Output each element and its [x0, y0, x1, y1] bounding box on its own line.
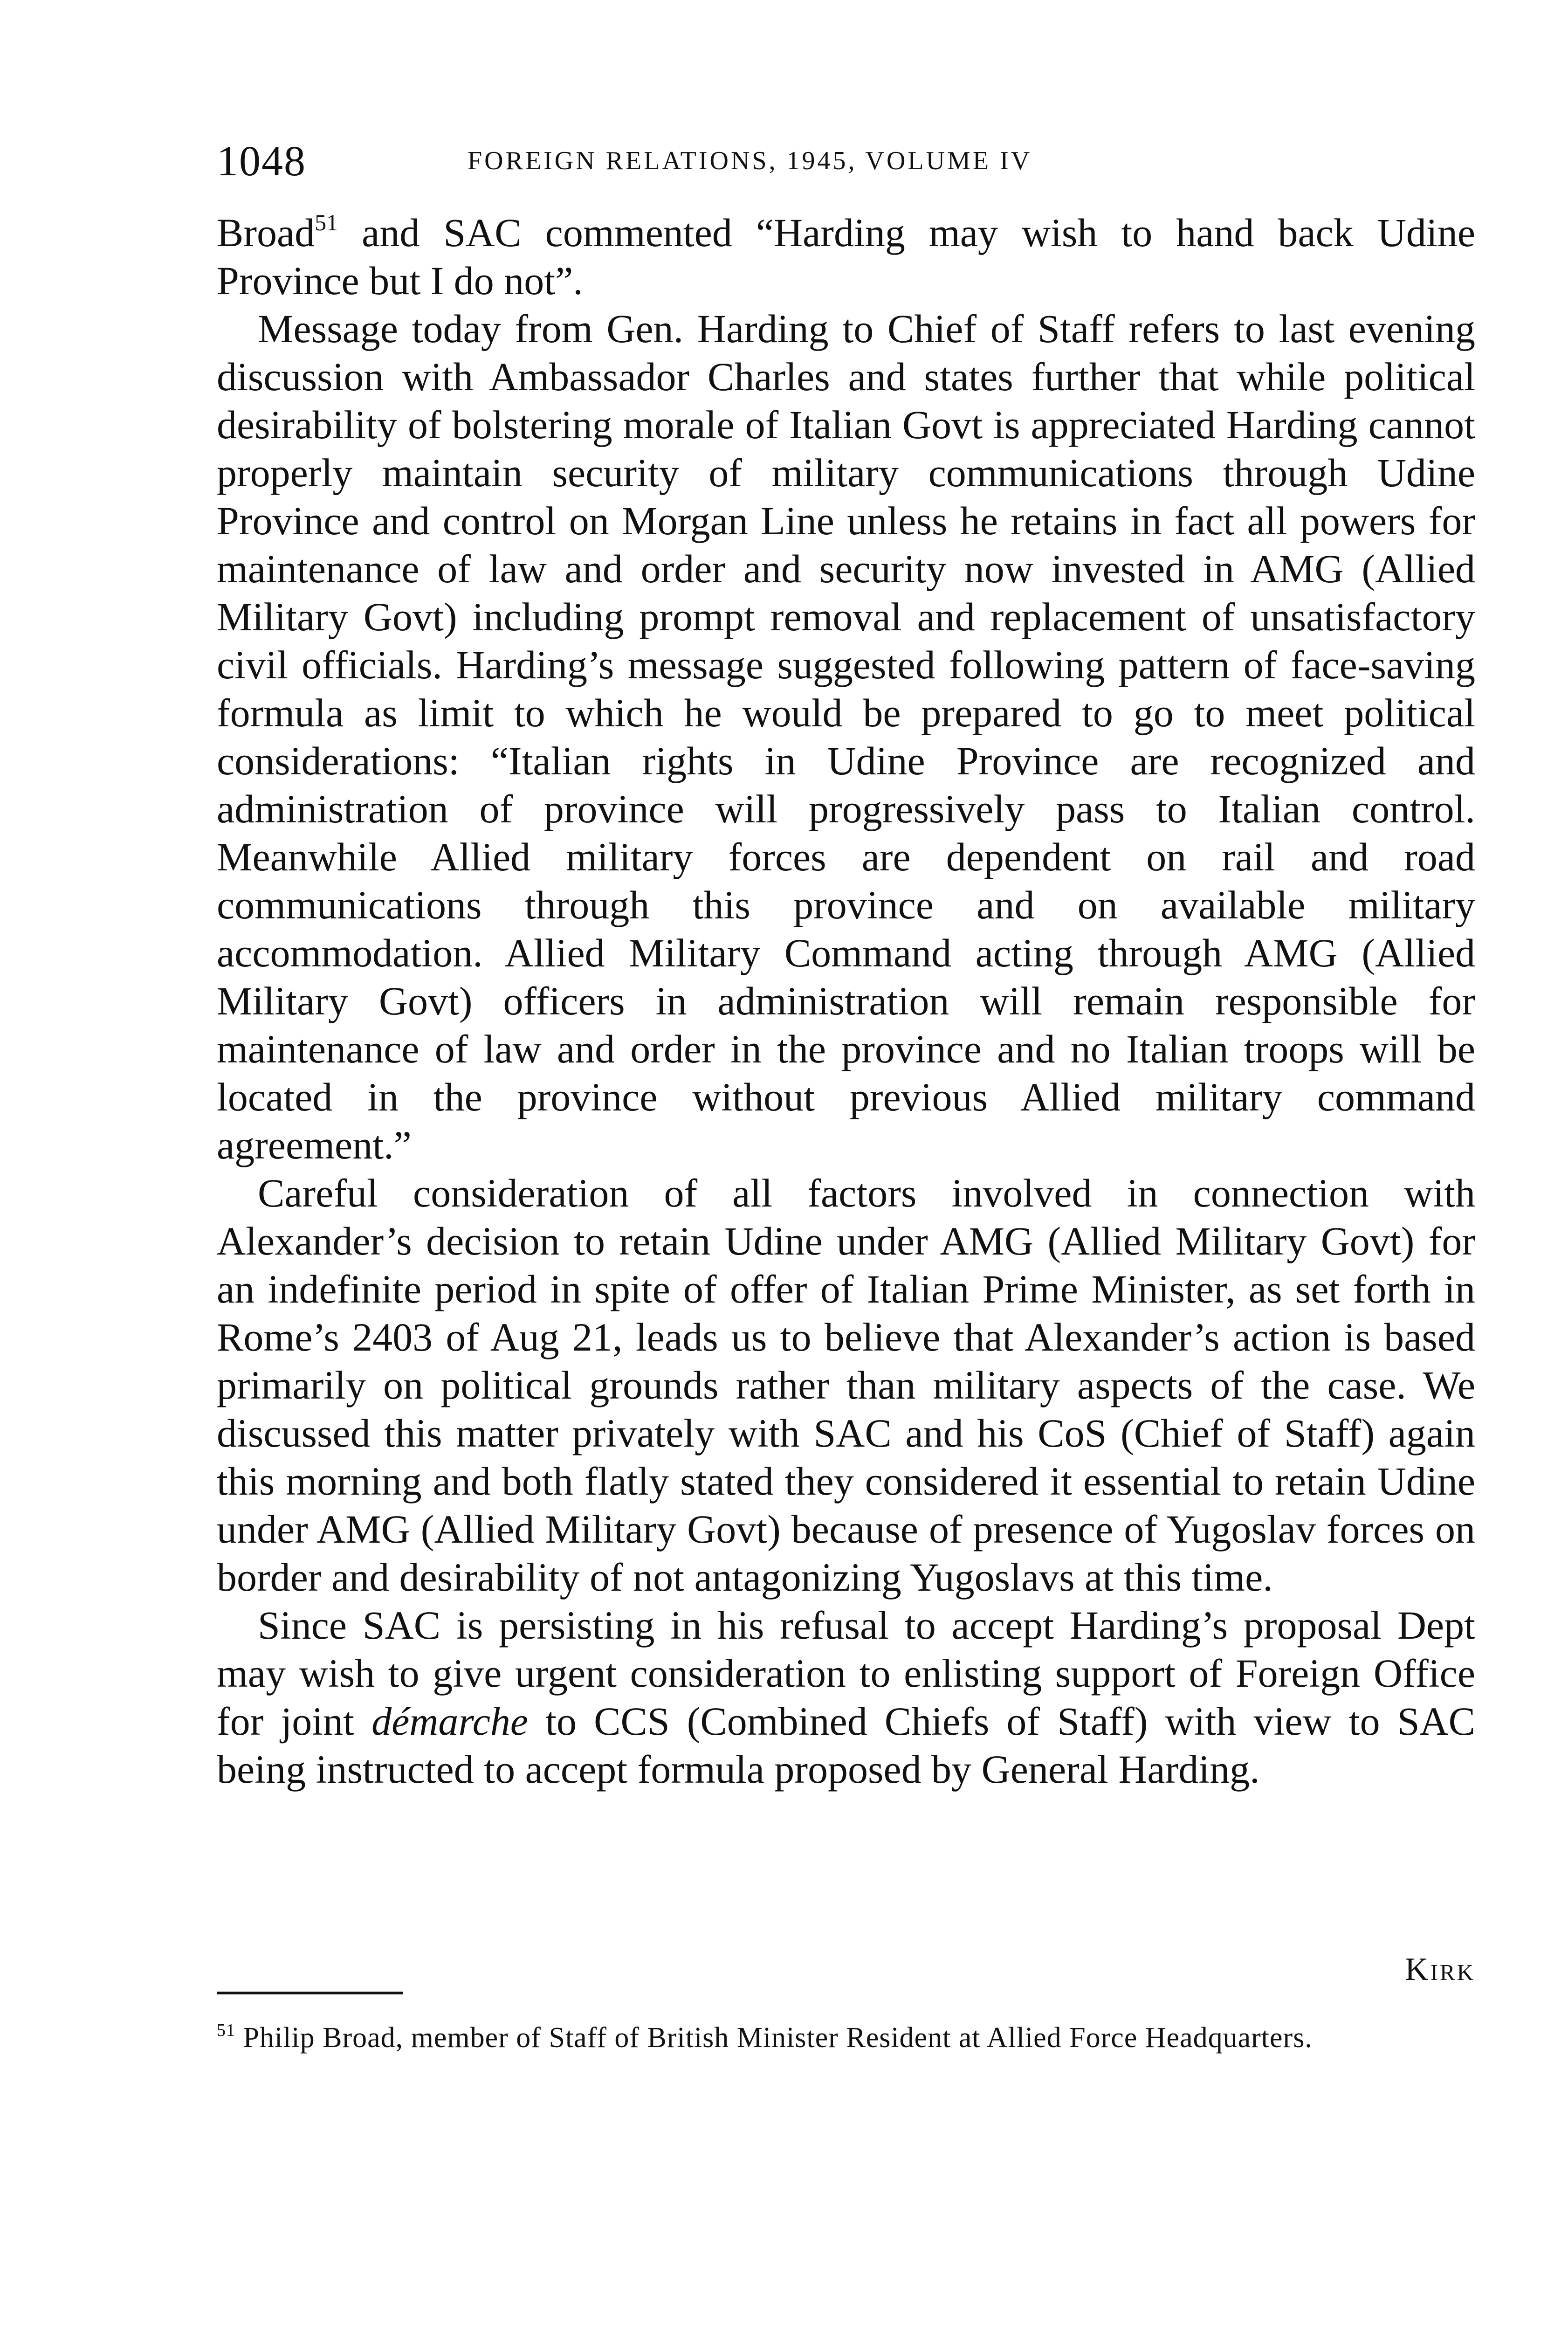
page-number: 1048	[217, 137, 306, 185]
paragraph-4-start: Since SAC is persisting in his refusal to accept Harding’s proposal Dept may wish to give urgent consideration to enlisting support of Foreign Office for joint	[217, 1603, 1475, 1744]
paragraph-1	[217, 209, 1475, 305]
footnote-reference: 51	[315, 209, 338, 235]
page-header	[217, 135, 1475, 186]
italic-term: démarche	[371, 1699, 529, 1744]
paragraph-4	[217, 1601, 1475, 1793]
paragraph-1-start: Broad	[217, 210, 315, 255]
footnote-text: Philip Broad, member of Staff of British Minister Resident at Allied Force Headquarters.	[243, 2022, 1313, 2054]
signature: Kirk	[1405, 1952, 1475, 1987]
paragraph-3: Careful consideration of all factors involved in connection with Alexander’s decision to retain Udine under AMG (Allied Military Govt) for an indefinite period in spite of offer of Italian Prime Minister, as set forth in Rome’s 2403 of Aug 21, leads us to believe that Alexander’s action is based primarily on political grounds rather than military aspects of the case. We discussed this matter privately with SAC and his CoS (Chief of Staff) again this morning and both flatly stated they considered it essential to retain Udine under AMG (Allied Military Govt) because of presence of Yugoslav forces on border and desirability of not antagonizing Yugoslavs at this time.	[217, 1171, 1475, 1600]
paragraph-1-continuation: and SAC commented “Harding may wish to hand back Udine Province but I do not”.	[217, 210, 1475, 303]
footnote-divider	[217, 1992, 403, 1994]
footnote-number: 51	[217, 2021, 235, 2040]
paragraph-2: Message today from Gen. Harding to Chief of Staff refers to last evening discussion with Ambassador Charles and states further that while political desirability of bolstering morale of Italian Govt is appreciated Harding cannot properly maintain security of military communications through Udine Province and control on Morgan Line unless he retains in fact all powers for maintenance of law and order and security now invested in AMG (Allied Military Govt) including prompt removal and replacement of unsatisfactory civil officials. Harding’s message suggested following pattern of face-saving formula as limit to which he would be prepared to go to meet political considerations: “Italian rights in Udine Province are recognized and administration of province will progressively pass to Italian control. Meanwhile Allied military forces are dependent on rail and road communications through this province and on available military accommodation. Allied Military Command acting through AMG (Allied Military Govt) officers in administration will remain responsible for maintenance of law and order in the province and no Italian troops will be located in the province without previous Allied military command agreement.”	[217, 306, 1475, 1167]
main-text	[217, 209, 1475, 1793]
footnote	[217, 2018, 1475, 2058]
running-head: FOREIGN RELATIONS, 1945, VOLUME IV	[468, 146, 1032, 175]
paragraph-4-end: to CCS (Combined Chiefs of Staff) with view to SAC being instructed to accept formula proposed by General Harding.	[217, 1699, 1475, 1792]
